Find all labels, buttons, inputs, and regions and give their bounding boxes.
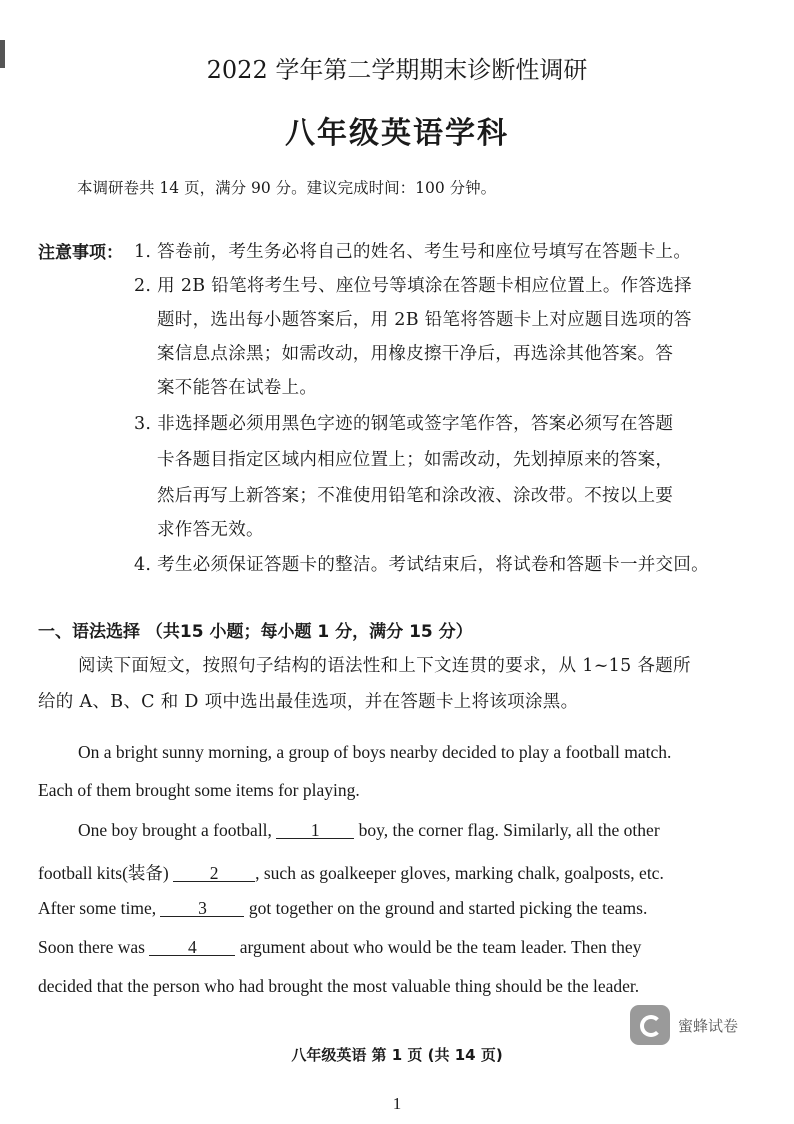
passage-text: boy, the corner flag. Similarly, all the other — [358, 820, 660, 840]
passage-line: Each of them brought some items for playing. — [38, 780, 360, 800]
blank-3: 3 — [160, 900, 244, 917]
notice-line: 3. 非选择题必须用黑色字迹的钢笔或签字笔作答，答案必须写在答题 — [134, 414, 674, 434]
passage-text: football kits(装备) — [38, 863, 169, 883]
passage-line — [38, 860, 664, 885]
bee-paper-logo-icon — [630, 1005, 670, 1045]
exam-intro: 本调研卷共 14 页，满分 90 分。建议完成时间：100 分钟。 — [77, 179, 497, 197]
passage-text: , such as goalkeeper gloves, marking chalk, goalposts, etc. — [255, 863, 664, 883]
notice-line: 卡各题目指定区域内相应位置上；如需改动，先划掉原来的答案， — [157, 450, 674, 470]
watermark — [630, 1005, 738, 1045]
passage-line — [38, 898, 647, 919]
passage-line: On a bright sunny morning, a group of boys nearby decided to play a football match. — [78, 742, 672, 762]
passage-text: got together on the ground and started picking the teams. — [248, 898, 648, 918]
notice-line: 求作答无效。 — [157, 520, 264, 540]
blank-4: 4 — [149, 939, 235, 956]
blank-2: 2 — [173, 865, 255, 882]
notice-line: 案不能答在试卷上。 — [157, 378, 318, 398]
section-instruction: 阅读下面短文，按照句子结构的语法性和上下文连贯的要求，从 1~15 各题所 — [78, 656, 691, 676]
passage-text: After some time, — [38, 898, 157, 918]
passage-text: Soon there was — [38, 937, 145, 957]
watermark-text: 蜜蜂试卷 — [678, 1016, 739, 1035]
passage-text: argument about who would be the team leader. Then they — [239, 937, 642, 957]
notice-line: 然后再写上新答案；不准使用铅笔和涂改液、涂改带。不按以上要 — [157, 486, 674, 506]
passage-line: decided that the person who had brought the most valuable thing should be the leader. — [38, 976, 640, 996]
section-instruction: 给的 A、B、C 和 D 项中选出最佳选项，并在答题卡上将该项涂黑。 — [38, 692, 579, 712]
passage-line — [38, 937, 641, 958]
notice-line: 4. 考生必须保证答题卡的整洁。考试结束后，将试卷和答题卡一并交回。 — [134, 555, 709, 575]
section-heading: 一、语法选择 （共15 小题；每小题 1 分，满分 15 分） — [38, 622, 473, 642]
exam-title: 2022 学年第二学期期末诊断性调研 — [206, 56, 588, 84]
notice-line: 题时，选出每小题答案后，用 2B 铅笔将答题卡上对应题目选项的答 — [157, 310, 692, 330]
blank-1: 1 — [276, 822, 354, 839]
notice-line: 1. 答卷前，考生务必将自己的姓名、考生号和座位号填写在答题卡上。 — [134, 242, 692, 262]
passage-line — [78, 820, 660, 841]
exam-subtitle: 八年级英语学科 — [285, 116, 509, 151]
notice-line: 2. 用 2B 铅笔将考生号、座位号等填涂在答题卡相应位置上。作答选择 — [134, 276, 692, 296]
passage-text: One boy brought a football, — [78, 820, 272, 840]
page-footer: 八年级英语 第 1 页 (共 14 页) — [291, 1046, 503, 1064]
page-number: 1 — [392, 1094, 402, 1113]
notice-line: 案信息点涂黑；如需改动，用橡皮擦干净后，再选涂其他答案。答 — [157, 344, 674, 364]
notice-label: 注意事项： — [38, 243, 123, 263]
